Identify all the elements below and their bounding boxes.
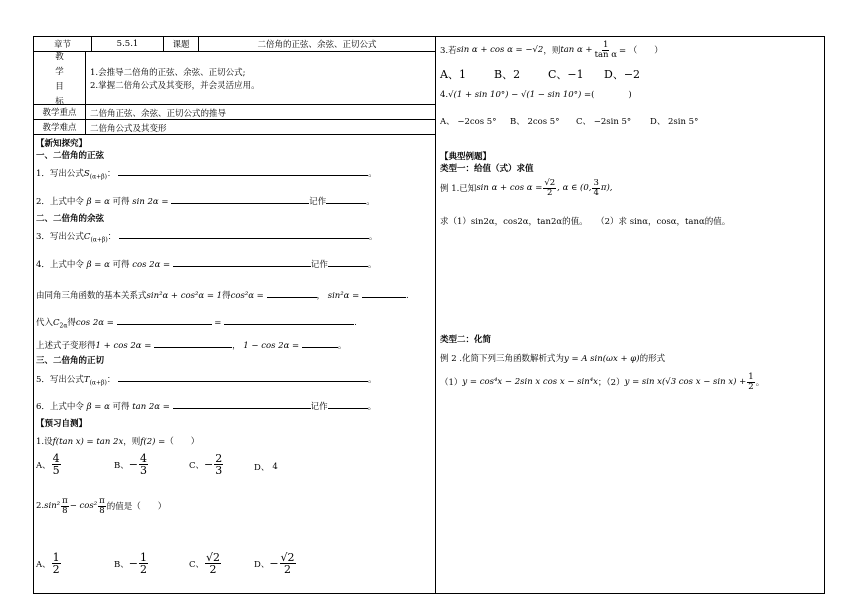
- neg-sign: −: [269, 557, 279, 570]
- fraction: [214, 453, 223, 476]
- ex1-range: , α ∈ (0,: [557, 183, 592, 193]
- q2-record: 记作: [309, 197, 327, 207]
- deform-expr-2: 1 − cos 2α =: [243, 341, 300, 351]
- st-q2-option-a[interactable]: [36, 552, 62, 575]
- denominator: 4: [593, 187, 599, 198]
- deform-line: 上述式子变形得1 + cos 2α = ， 1 − cos 2α = 。: [36, 341, 347, 351]
- r-q4-text: 4.: [440, 90, 449, 100]
- st-q2-text: 2.: [36, 501, 45, 511]
- type-1-title: 类型一：给值（式）求值: [440, 164, 534, 174]
- neg-sign: −: [128, 458, 138, 471]
- numerator: π: [62, 496, 68, 506]
- q4-mid: 可得: [112, 260, 130, 270]
- numerator: √2: [280, 551, 295, 564]
- ex1-text: 例 1.已知: [440, 184, 477, 194]
- denominator: 8: [62, 505, 68, 516]
- r-q3-option-a[interactable]: A、1: [440, 68, 466, 81]
- ex2-end: 。: [755, 378, 765, 388]
- fraction: [52, 453, 61, 476]
- chapter-value: 5.5.1: [92, 37, 164, 51]
- right-column: [436, 37, 824, 593]
- q6-mid: 可得: [112, 402, 130, 412]
- numerator: √2: [206, 551, 221, 564]
- ex1-formula: sin α + cos α =: [476, 183, 543, 193]
- st-q2-sin: sin²: [44, 501, 61, 511]
- denominator: 2: [284, 563, 292, 576]
- option-label: D、: [254, 559, 270, 570]
- option-label: D、: [254, 463, 270, 473]
- q6-expr: tan 2α =: [132, 402, 170, 412]
- left-column: [34, 37, 435, 593]
- r-q3-line: [440, 41, 663, 59]
- numerator: 1: [139, 551, 147, 564]
- goal-line-2: 2.掌握二倍角公式及其变形，并会灵活应用。: [90, 81, 260, 91]
- fraction: [61, 497, 69, 515]
- fraction: [592, 179, 599, 197]
- q4-text: 4．上式中令: [36, 260, 84, 270]
- section-tangent: 三、二倍角的正切: [36, 356, 105, 366]
- st-q2-cos: − cos²: [69, 501, 98, 511]
- option-label: A、: [36, 460, 51, 471]
- difficulty-label: 教学难点: [34, 120, 86, 134]
- option-label: B、: [114, 559, 129, 570]
- q2-blank[interactable]: [171, 195, 309, 204]
- q6-eq: β = α: [86, 402, 110, 412]
- fraction: [747, 373, 754, 391]
- difficulty-value: 二倍角公式及其变形: [90, 124, 167, 134]
- difficulty-row: [34, 120, 435, 135]
- st-q1-formula: f(tan x) = tan 2x: [52, 437, 124, 447]
- topic-label: 课题: [164, 37, 199, 51]
- r-q3-option-c[interactable]: C、−1: [548, 68, 584, 81]
- st-q2-option-b[interactable]: [114, 552, 149, 575]
- st-q2-option-d[interactable]: [254, 552, 297, 575]
- ex2-post: 的形式: [639, 354, 666, 364]
- option-label: B、: [114, 460, 129, 471]
- goals-label-char: 学: [55, 66, 64, 77]
- q5-line: 5．写出公式$T_{(\alpha+\beta)}$： 。: [36, 375, 377, 387]
- pyth-cos-blank[interactable]: [267, 289, 317, 298]
- fraction: [594, 41, 618, 59]
- fraction: [139, 552, 148, 575]
- pyth-get: 得: [222, 291, 231, 301]
- r-q3-text: 3.若: [440, 46, 457, 56]
- pyth-line: 由同角三角函数的基本关系式sin²α + cos²α = 1得cos²α = ， sin²α = .: [36, 291, 409, 301]
- worksheet: [33, 36, 825, 594]
- q3-line: 3．写出公式$C_{(\alpha+\beta)}$： 。: [36, 232, 378, 244]
- examples-title: 【典型例题】: [440, 152, 492, 162]
- r-q3-then: ，则: [543, 46, 561, 56]
- subst-c: C: [53, 318, 60, 328]
- q4-blank[interactable]: [173, 258, 311, 267]
- r-q4-option-d[interactable]: D、 2sin 5°: [650, 117, 699, 127]
- numerator: 1: [748, 372, 754, 382]
- goals-row: [34, 52, 435, 105]
- pyth-sin: sin²α =: [327, 291, 360, 301]
- ex2-text: 例 2 .化简下列三角函数解析式为: [440, 354, 565, 364]
- st-q1-paren: （ ）: [165, 437, 200, 447]
- denominator: 2: [139, 563, 147, 576]
- q1-text: 1．写出公式: [36, 169, 84, 179]
- type-2-title: 类型二：化简: [440, 335, 492, 345]
- key-point-value: 二倍角正弦、余弦、正切公式的推导: [90, 109, 227, 119]
- denominator: 2: [748, 381, 754, 392]
- subst-blank-1[interactable]: [117, 316, 212, 325]
- q2-mid: 可得: [112, 197, 130, 207]
- ex1-line: [440, 179, 612, 197]
- q4-record-blank[interactable]: [328, 258, 368, 267]
- q1-line: 1．写出公式$S_{(\alpha+\beta)}$： 。: [36, 169, 377, 181]
- numerator: 1: [52, 551, 60, 564]
- q4-expr: cos 2α =: [132, 260, 171, 270]
- deform-blank-2[interactable]: [302, 339, 338, 348]
- goals-label-char: 教: [55, 51, 64, 62]
- pyth-formula: sin²α + cos²α = 1: [146, 291, 223, 301]
- q1-blank[interactable]: [118, 167, 368, 176]
- ex2-form: y = A sin(ωx + φ): [564, 354, 640, 364]
- q2-eq: β = α: [86, 197, 110, 207]
- pyth-sin-blank[interactable]: [362, 289, 406, 298]
- q4-line: 4．上式中令 β = α 可得 cos 2α = 记作 。: [36, 260, 377, 270]
- r-q4-option-a[interactable]: A、 −2cos 5°: [440, 117, 497, 127]
- numerator: 1: [603, 40, 609, 50]
- fraction: [205, 552, 221, 575]
- subst-get: 得: [67, 318, 76, 328]
- fraction: [280, 552, 296, 575]
- option-label: C、: [189, 559, 205, 570]
- subst-blank-2[interactable]: [224, 316, 354, 325]
- r-q4-paren: ( ): [591, 90, 632, 100]
- q6-line: 6．上式中令 β = α 可得 tan 2α = 记作 。: [36, 402, 377, 412]
- numerator: 2: [215, 452, 223, 465]
- st-q1-option-d[interactable]: [254, 461, 278, 473]
- neg-sign: −: [204, 458, 214, 471]
- st-q2-option-c[interactable]: [189, 552, 222, 575]
- r-q4-option-c[interactable]: C、 −2sin 5°: [576, 117, 632, 127]
- denominator: 8: [99, 505, 105, 516]
- numerator: 4: [139, 452, 147, 465]
- q5-formula: T: [83, 375, 90, 385]
- fraction: [98, 497, 106, 515]
- subst-c-sub: 2α: [59, 322, 68, 330]
- denominator: tan α: [594, 49, 617, 60]
- pyth-text: 由同角三角函数的基本关系式: [36, 291, 147, 301]
- ex2-formula-2: y = sin x(√3 cos x − sin x) +: [624, 377, 747, 387]
- goals-label-char: 目: [55, 81, 64, 92]
- subst-eq: =: [214, 318, 222, 328]
- goals-label-char: 标: [55, 96, 64, 107]
- subst-text: 代入: [36, 318, 54, 328]
- q2-text: 2．上式中令: [36, 197, 84, 207]
- q1-sub: (α+β): [89, 173, 107, 181]
- section-sine: 一、二倍角的正弦: [36, 151, 105, 161]
- q6-text: 6．上式中令: [36, 402, 84, 412]
- st-q1-option-a[interactable]: [36, 453, 62, 476]
- q4-record: 记作: [310, 260, 328, 270]
- subst-line: 代入$C_{2\alpha}$得cos 2α = = .: [36, 318, 357, 330]
- q3-sub: (α+β): [90, 236, 108, 244]
- denominator: 2: [52, 563, 60, 576]
- section-cosine: 二、二倍角的余弦: [36, 214, 105, 224]
- numerator: 3: [593, 178, 599, 188]
- ex2-parts: [440, 373, 764, 391]
- denominator: 3: [139, 464, 147, 477]
- r-q3-eq: = （ ）: [618, 46, 663, 56]
- header-row: [34, 37, 435, 52]
- q3-blank[interactable]: [119, 230, 369, 239]
- q2-expr: sin 2α =: [132, 197, 169, 207]
- ex2-formula-1: y = cos⁴x − 2sin x cos x − sin⁴x: [462, 377, 598, 387]
- ex2-part-2-label: ；（2）: [597, 378, 625, 388]
- numerator: π: [99, 496, 105, 506]
- option-label: A、: [36, 559, 51, 570]
- q5-text: 5．写出公式: [36, 375, 84, 385]
- st-q1-ask: f(2) =: [140, 437, 166, 447]
- goals-label: [34, 51, 86, 107]
- q2-record-blank[interactable]: [326, 195, 366, 204]
- ex2-line: [440, 352, 665, 364]
- q6-blank[interactable]: [173, 400, 311, 409]
- st-q1-line: [36, 435, 199, 447]
- fraction: [543, 179, 556, 197]
- goal-line-1: 1.会推导二倍角的正弦、余弦、正切公式;: [90, 68, 246, 78]
- q2-line: 2．上式中令 β = α 可得 sin 2α = 记作 。: [36, 197, 375, 207]
- r-q3-option-b[interactable]: B、2: [494, 68, 521, 81]
- q3-text: 3．写出公式: [36, 232, 84, 242]
- numerator: 4: [52, 452, 60, 465]
- q5-sub: (α+β): [89, 379, 107, 387]
- q5-blank[interactable]: [118, 373, 368, 382]
- r-q4-option-b[interactable]: B、 2cos 5°: [510, 117, 560, 127]
- ex1-range-end: π),: [600, 183, 613, 193]
- q6-record-blank[interactable]: [328, 400, 368, 409]
- subst-expr: cos 2α =: [75, 318, 114, 328]
- key-point-label: 教学重点: [34, 105, 86, 119]
- st-q2-tail: 的值是（ ）: [106, 502, 167, 512]
- chapter-label: 章节: [34, 37, 92, 51]
- key-point-row: [34, 105, 435, 120]
- deform-blank-1[interactable]: [154, 339, 232, 348]
- explore-title: 【新知探究】: [36, 139, 88, 149]
- topic-value: 二倍角的正弦、余弦、正切公式: [257, 40, 377, 50]
- ex1-ask: 求（1）sin2α，cos2α，tan2α的值。 （2）求 sinα，cosα，tanα的值。: [440, 217, 731, 227]
- deform-text: 上述式子变形得: [36, 341, 96, 351]
- option-value: 4: [272, 462, 278, 472]
- st-q1-option-b[interactable]: [114, 453, 149, 476]
- denominator: 3: [215, 464, 223, 477]
- option-label: C、: [189, 460, 205, 471]
- q3-formula: C: [83, 232, 91, 242]
- r-q3-option-d[interactable]: D、−2: [604, 68, 641, 81]
- deform-expr-1: 1 + cos 2α =: [95, 341, 152, 351]
- denominator: 2: [547, 187, 553, 198]
- pyth-cos: cos²α =: [230, 291, 264, 301]
- r-q3-formula: sin α + cos α = −√2: [456, 45, 544, 55]
- fraction: [52, 552, 61, 575]
- st-q1-option-c[interactable]: [189, 453, 224, 476]
- st-q2-line: [36, 497, 166, 515]
- neg-sign: −: [128, 557, 138, 570]
- denominator: 2: [209, 563, 217, 576]
- numerator: √2: [544, 178, 556, 188]
- fraction: [139, 453, 148, 476]
- q6-record: 记作: [310, 402, 328, 412]
- ex2-part-1-label: （1）: [440, 378, 463, 388]
- q1-formula: S: [83, 169, 90, 179]
- r-q4-line: [440, 88, 632, 100]
- selftest-title: 【预习自测】: [36, 419, 88, 429]
- r-q3-tan: tan α +: [560, 45, 593, 55]
- r-q4-expr: √(1 + sin 10°) − √(1 − sin 10°) =: [448, 90, 592, 100]
- denominator: 5: [52, 464, 60, 477]
- q4-eq: β = α: [86, 260, 110, 270]
- st-q1-then: ，则: [123, 437, 141, 447]
- st-q1-text: 1.设: [36, 437, 53, 447]
